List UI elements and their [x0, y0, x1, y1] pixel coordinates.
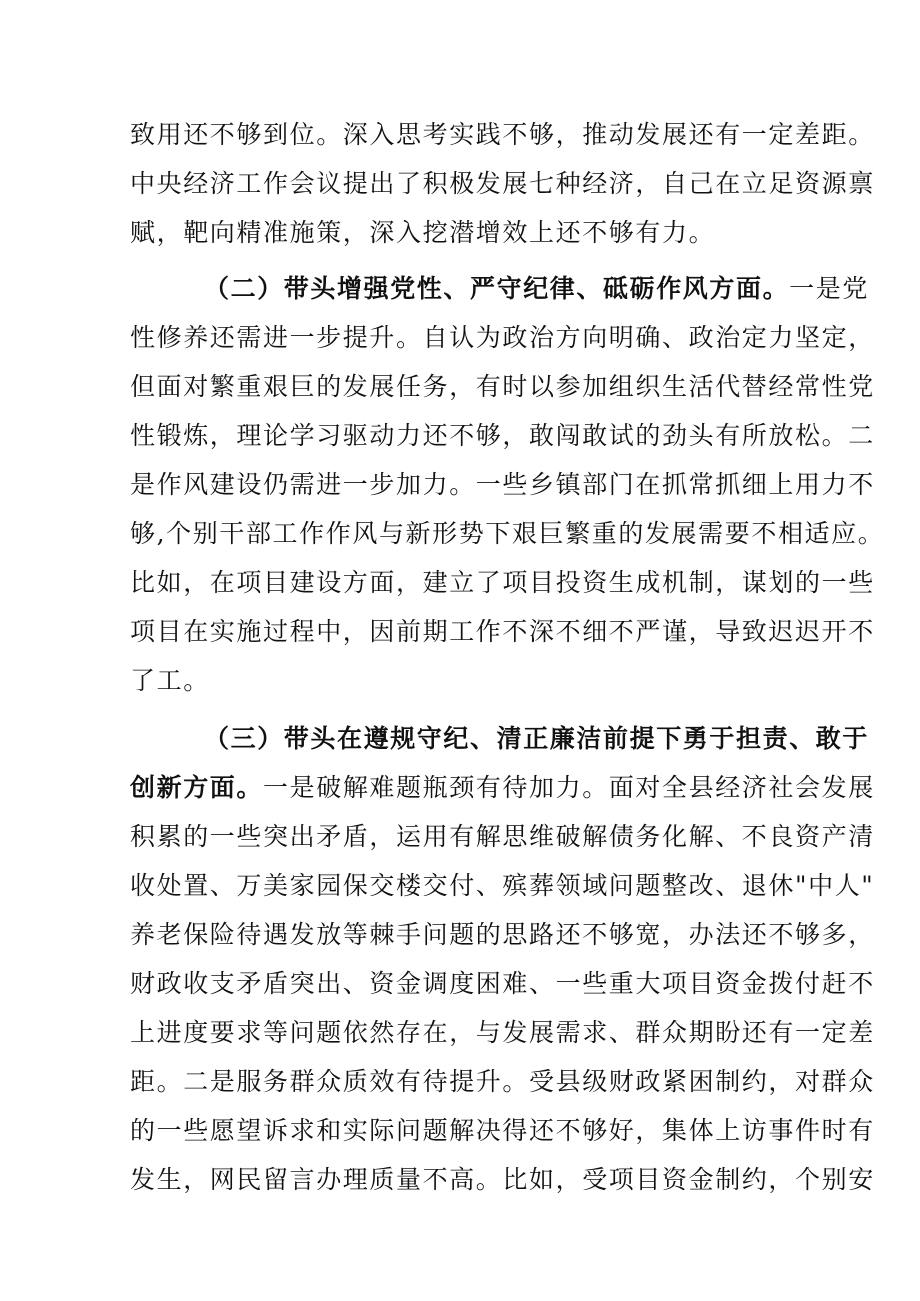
paragraph-2: [130, 264, 885, 705]
paragraph-1-line: 赋，靶向精准施策，深入挖潜增效上还不够有力。: [130, 218, 716, 247]
paragraph-3-line: 养老保险待遇发放等棘手问题的思路还不够宽，办法还不够多，: [130, 920, 875, 949]
paragraph-3-heading-end: 创新方面。: [130, 773, 264, 802]
paragraph-2-first-line-text: 一是党: [789, 274, 870, 303]
paragraph-2-first-line: [130, 264, 870, 313]
paragraph-2-line: 项目在实施过程中，因前期工作不深不细不严谨，导致迟迟开不: [130, 617, 875, 646]
paragraph-2-heading: （二）带头增强党性、严守纪律、砥砺作风方面。: [204, 274, 790, 303]
paragraph-3-line: 发生，网民留言办理质量不高。比如，受项目资金制约，个别安: [130, 1165, 875, 1194]
paragraph-3: [130, 714, 875, 1204]
paragraph-2-line: 比如，在项目建设方面，建立了项目投资生成机制，谋划的一些: [130, 568, 875, 597]
paragraph-1: [130, 110, 875, 257]
paragraph-3-line: 距。二是服务群众质效有待提升。受县级财政紧困制约，对群众: [130, 1067, 875, 1096]
paragraph-2-line: 性修养还需进一步提升。自认为政治方向明确、政治定力坚定，: [130, 323, 875, 352]
paragraph-3-line: 的一些愿望诉求和实际问题解决得还不够好，集体上访事件时有: [130, 1116, 875, 1145]
paragraph-3-line: 积累的一些突出矛盾，运用有解思维破解债务化解、不良资产清: [130, 822, 875, 851]
paragraph-2-line: 是作风建设仍需进一步加力。一些乡镇部门在抓常抓细上用力不: [130, 470, 875, 499]
paragraph-2-line: 够,个别干部工作作风与新形势下艰巨繁重的发展需要不相适应。: [130, 519, 885, 548]
paragraph-3-second-line: [130, 763, 875, 812]
paragraph-2-line: 但面对繁重艰巨的发展任务，有时以参加组织生活代替经常性党: [130, 372, 875, 401]
paragraph-1-line: 致用还不够到位。深入思考实践不够，推动发展还有一定差距。: [130, 120, 875, 149]
paragraph-3-line: 上进度要求等问题依然存在，与发展需求、群众期盼还有一定差: [130, 1018, 875, 1047]
paragraph-3-second-line-text: 一是破解难题瓶颈有待加力。面对全县经济社会发展: [263, 773, 875, 802]
paragraph-3-heading: （三）带头在遵规守纪、清正廉洁前提下勇于担责、敢于: [204, 724, 870, 753]
paragraph-1-line: 中央经济工作会议提出了积极发展七种经济，自己在立足资源禀: [130, 169, 875, 198]
paragraph-2-line: 性锻炼，理论学习驱动力还不够，敢闯敢试的劲头有所放松。二: [130, 421, 875, 450]
paragraph-3-line: 财政收支矛盾突出、资金调度困难、一些重大项目资金拨付赶不: [130, 969, 875, 998]
paragraph-3-line: 收处置、万美家园保交楼交付、殡葬领域问题整改、退休"中人": [130, 871, 875, 900]
paragraph-2-line: 了工。: [130, 666, 210, 695]
